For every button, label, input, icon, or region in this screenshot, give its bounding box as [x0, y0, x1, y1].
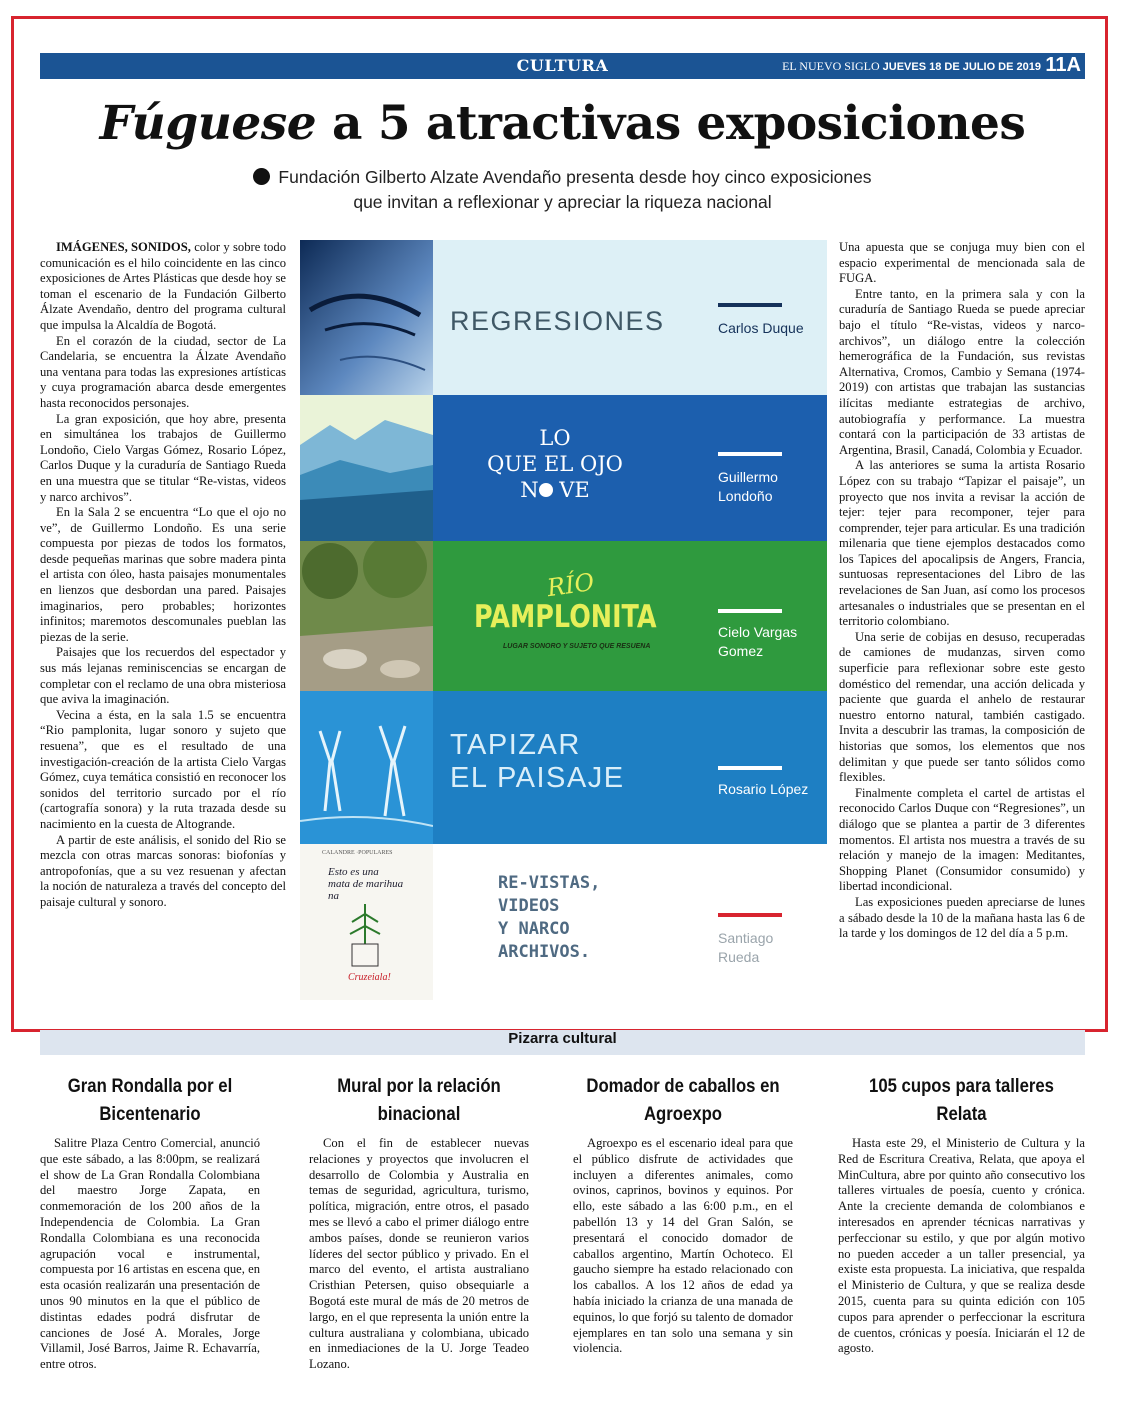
page-number: 11A [1045, 54, 1081, 76]
paragraph: La gran exposición, que hoy abre, presenta en simultánea los trabajos de Guillermo Londoño, Cielo Vargas Gómez, Rosario López, Carlos Duque y la curaduría de Santiago Rueda en una muestra que se titular “Re-vistas, videos y narco archivos”. [40, 411, 286, 504]
paragraph: Finalmente completa el cartel de artistas el reconocido Carlos Duque con “Regresiones”, un diálogo que se plantea a partir de 3 diferentes momentos. El artista nos muestra a través de su relación y manejo de la imagen: Meditantes, Shopping Planet (Consumidor consumido) y libertad incondicional. [839, 785, 1085, 894]
river-photo [300, 541, 433, 691]
article-headline [40, 96, 1085, 151]
headline-italic: Fúguese [99, 96, 317, 151]
paragraph: Las exposiciones pueden apreciarse de lunes a sábado desde la 10 de la mañana hasta las 6 de la tarde y los domingos de 12 del día a 5 p.m. [839, 894, 1085, 941]
poster-band-regresiones [300, 240, 827, 395]
brief-item [573, 1073, 793, 1357]
brief-title: Mural por la relación binacional [337, 1076, 501, 1125]
section-name: CULTURA [516, 56, 609, 75]
landscape-photo [300, 395, 433, 541]
band-title: TAPIZAR EL PAISAJE [450, 729, 625, 794]
brief-item [40, 1073, 260, 1373]
brief-body: Salitre Plaza Centro Comercial, anunció que este sábado, a las 8:00pm, se realizará el show de La Gran Rondalla Colombiana del maestro Jorge Zapata, en conmemoración de los 200 años de la Independencia de Colombia. La Gran Rondalla Colombiana es una reconocida agrupación vocal e instrumental, compuesta por 16 artistas en escena que, en esta ocasión realizarán una presentación de unos 90 minutos en la que el público de distintas edades podrá disfrutar de canciones de José A. Morales, Jorge Villamil, José Barros, Jaime R. Echavarría, entre otros. [40, 1136, 260, 1372]
poster-band-re-vistas [300, 844, 827, 1000]
band-rule [718, 452, 782, 456]
paper-name: EL NUEVO SIGLO [782, 59, 880, 73]
band-artist: Santiago Rueda [718, 930, 774, 965]
band-title: LO QUE EL OJO N VE [487, 426, 623, 502]
band-rule [718, 303, 782, 307]
brief-body: Hasta este 29, el Ministerio de Cultura y la Red de Escritura Creativa, Relata, que apoya el MinCultura, abre por quinto año consecutivo los talleres virtuales de poesía, cuento y crónica. Ante la creciente demanda de colombianos e interesados en aprender técnicas narrativas y perfeccionar su estilo, y que por algún motivo no pueden acceder a un taller presencial, ya existe esta propuesta. La iniciativa, que respalda el Ministerio de Cultura, y que se realiza desde 2015, cuenta para su quinta edición con 105 cupos para aprender o perfeccionar la escritura de cuentos, crónicas y poesía. Iniciarán el 12 de agosto. [838, 1136, 1085, 1356]
brief-title: 105 cupos para talleres Relata [869, 1076, 1054, 1125]
article-right-column [839, 240, 1085, 942]
brief-body: Agroexpo es el escenario ideal para que el público disfrute de actividades que incluyen a diferentes animales, como ovinos, caprinos, bovinos y equinos. Por ello, este sábado a las 6:00 p.m., en el pabellón 13 y 14 del Gran Salón, se presentará el conocido domador de caballos argentino, Martín Ochoteco. El gaucho siempre ha estado relacionado con los caballos. A los 12 años de edad ya había iniciado la crianza de una manada de equinos, lo que forjó su talento de domador ejemplares en tan solo una semana y sin violencia. [573, 1136, 793, 1356]
pizarra-title: Pizarra cultural [508, 1030, 617, 1047]
subhead-line-2: que invitan a reflexionar y apreciar la riqueza nacional [353, 192, 772, 212]
exhibition-poster [300, 240, 827, 1000]
band-title: REGRESIONES [450, 306, 665, 336]
section-header-bar [40, 53, 1085, 79]
pizarra-header-bar [40, 1030, 1085, 1055]
band-rule [718, 609, 782, 613]
paragraph: A las anteriores se suma la artista Rosario López con su trabajo “Tapizar el paisaje”, un proyecto que nos invita a revisar la acción de tejer: tejer para recomponer, tejer para comprender, tejer para articular. Es una tradición milenaria que tiene ejemplos destacados como los Tapices del apocalipsis de Angers, Francia, suntuosas representaciones del Libro de las revelaciones de San Juan, así como los procesos artesanales o industriales que se presentan en el territorio colombiano. [839, 458, 1085, 629]
band-artist: Rosario López [718, 781, 809, 797]
lead-in: IMÁGENES, SONIDOS, [56, 240, 191, 254]
band-title: RE-VISTAS, VIDEOS Y NARCO ARCHIVOS. [498, 873, 601, 962]
paper-dateline [782, 59, 1041, 74]
band-title: PAMPLONITA [474, 599, 657, 635]
paragraph: A partir de este análisis, el sonido del Rio se mezcla con otras marcas sonoras: biofonías y antropofonías, que a su vez resuenan y afectan la noción de naturaleza a través del concepto del paisaje cultural y sonoro. [40, 832, 286, 909]
eye-dot-icon [539, 483, 553, 497]
paragraph: En la Sala 2 se encuentra “Lo que el ojo no ve”, de Guillermo Londoño. Es una serie compuesta por piezas de todos los formatos, desde pequeñas marinas que sobre madera pinta el artista con óleo, hasta paisajes monumentales en lienzos que desbordan una pared. Paisajes imaginarios, pero probables; horizontes infinitos; maremotos descomunales pueblan las piezas de la serie. [40, 505, 286, 644]
paragraph: Vecina a ésta, en la sala 1.5 se encuentra “Rio pamplonita, lugar sonoro y sujeto que resuena”, que es el resultado de una investigación-creación de la artista Cielo Vargas Gómez, cuya temática consistió en reconocer los sonidos del territorio surcado por el río (cartografía sonora) y la ruta trazada desde su nacimiento en la cuesta de Altogrande. [40, 707, 286, 831]
brief-title: Gran Rondalla por el Bicentenario [67, 1076, 233, 1125]
issue-date: JUEVES 18 DE JULIO DE 2019 [882, 61, 1041, 73]
brief-item [838, 1073, 1085, 1357]
brief-item [309, 1073, 529, 1373]
subhead-line-1: Fundación Gilberto Alzate Avendaño presenta desde hoy cinco exposiciones [278, 167, 872, 187]
sketch-image: CALANDRE ·POPULARES Esto es una mata de marihua na Cruzeiala! [300, 844, 433, 1000]
paragraph: Una serie de cobijas en desuso, recuperadas de camiones de mudanzas, sirven como superficie para reflexionar sobre este gesto doméstico del remendar, una acción delicada y paciente que guarda el anhelo de restaurar nuestro entorno natural, también castigado. Invita a descubrir las tramas, la composición de historias que somos, los elementos que nos delimitan y que puede ser tanto sólidos como flexibles. [839, 629, 1085, 785]
headline-rest: a 5 atractivas exposiciones [316, 96, 1026, 151]
paragraph: Una apuesta que se conjuga muy bien con el espacio experimental de mencionada sala de FUGA. [839, 240, 1085, 286]
paragraph: IMÁGENES, SONIDOS, color y sobre todo comunicación es el hilo coincidente en las cinco exposiciones de Artes Plásticas que desde hoy se toman el escenario de la Fundación Gilberto Álzate Avendaño, dentro del programa cultural que impulsa la Alcaldía de Bogotá. [40, 240, 287, 332]
band-title-top: RÍO [545, 567, 596, 603]
brief-body: Con el fin de establecer nuevas relaciones y proyectos que involucren el desarrollo de Colombia y Australia en temas de seguridad, agricultura, turismo, política, migración, entre otros, el pasado mes se llevó a cabo el primer diálogo entre ambos países, donde se reunieron varios líderes del sector público y privado. En el marco del evento, el artista australiano Cristhian Petersen, quiso obsequiarle a Bogotá este mural de más de 20 metros de largo, en el que representa la unión entre la cultura australiana y colombiana, ubicado en inmediaciones de la U. Jorge Teadeo Lozano. [309, 1136, 529, 1372]
paragraph: Entre tanto, en la primera sala y con la curaduría de Santiago Rueda se puede apreciar bajo el título “Re-vistas, videos y narco-archivos”, un diálogo entre la colección hemerográfica de la Fundación, sus revistas Alternativa, Cromos, Cambio y Semana (1974-2019) con artistas que trabajan las sustancias ilícitas mediante estrategias de archivo, autobiografía y performance. La muestra contará con la participación de 33 artistas de Argentina, Brasil, Canadá, Colombia y Ecuador. [839, 286, 1085, 457]
band-artist: Carlos Duque [718, 320, 804, 336]
article-subheadline [200, 165, 925, 215]
band-rule [718, 766, 782, 770]
face-photo [300, 240, 433, 395]
paragraph: En el corazón de la ciudad, sector de La Candelaria, se encuentra la Álzate Avendaño una ventana para todas las expresiones artísticas y cuya programación abarca desde emergentes hasta reconocidos personajes. [40, 333, 286, 410]
bullet-icon [253, 168, 270, 185]
brief-title: Domador de caballos en Agroexpo [586, 1076, 780, 1125]
paragraph: Paisajes que los recuerdos del espectador y sus más lejanas reminiscencias se encargan de completar con el reclamo de una obra misteriosa que aviva la imaginación. [40, 645, 286, 707]
deer-tapestry-photo [300, 691, 433, 844]
band-rule [718, 913, 782, 917]
poster-band-tapizar-el-paisaje [300, 691, 827, 844]
poster-band-rio-pamplonita [300, 541, 827, 691]
band-artist: Cielo Vargas Gomez [718, 624, 798, 659]
plant-drawing-icon [340, 904, 390, 979]
article-left-column [40, 240, 286, 911]
band-artist: Guillermo Londoño [718, 469, 778, 504]
poster-band-lo-que-el-ojo-no-ve [300, 395, 827, 541]
band-tagline: LUGAR SONORO Y SUJETO QUE RESUENA [503, 643, 651, 650]
